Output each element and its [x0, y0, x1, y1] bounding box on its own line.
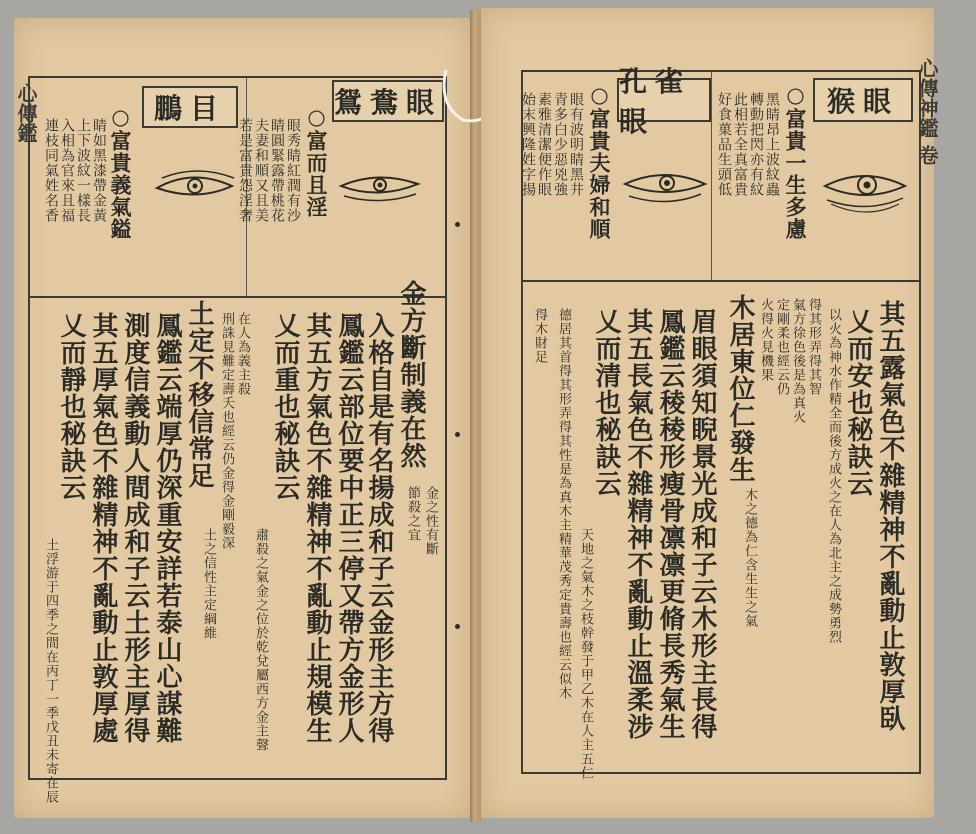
- right-body-col: 木居東位仁發生: [725, 294, 755, 483]
- left-body-col: 入格自是有名揚成和子云金形主方得: [364, 312, 394, 744]
- right-body-col: 眉眼須知睨景光成和子云木形主長得: [687, 308, 717, 740]
- left-eye1-line: 入相為官來且福: [59, 118, 75, 223]
- left-body-col: 鳳鑑云部位要中正三停又帶方金形人: [334, 312, 364, 744]
- right-body-note: 得木財足: [532, 308, 547, 364]
- right-eye2-line: 素雅清潔便作眼: [536, 92, 552, 197]
- left-eye2-header: ○富而且淫: [304, 104, 329, 218]
- left-eye2-line: 若是富貴怨淫奢: [237, 118, 253, 223]
- right-body-note: 德居其首得其形弄得其性是為真木主精華茂秀定貴壽也經云似木: [556, 308, 571, 700]
- right-eye1-line: 此相若全真富貴: [732, 92, 748, 197]
- left-eye2-line: 睛圓緊露帶桃花: [269, 118, 285, 223]
- right-body-col: 其五露氣色不雜精神不亂動止敦厚臥: [875, 300, 905, 732]
- left-eye2-line: 眼秀睛紅潤有沙: [285, 118, 301, 223]
- peacock-eye-icon: [621, 164, 711, 204]
- left-body-col: 其五方氣色不雜精神不亂動止規模生: [302, 312, 332, 744]
- right-eye2-header: ○富貴夫婦和順: [587, 82, 612, 240]
- left-body-note: 土之信性主定綱維: [201, 528, 216, 640]
- right-body-note: 木之德為仁含生生之氣: [742, 488, 757, 628]
- monkey-eye-icon: [821, 164, 911, 210]
- left-eye1-line: 睛如黑漆帶金黃: [91, 118, 107, 223]
- left-body-note: 金之性有斷: [423, 486, 438, 556]
- right-eye1-title: 猴眼: [813, 78, 913, 122]
- right-body-note: 氣方徐色後是為真火: [790, 298, 805, 424]
- left-eye2-line: 夫妻和順又且美: [253, 118, 269, 223]
- left-eye1-title: 鵬目: [142, 86, 238, 128]
- left-body-col: 乂而重也秘訣云: [270, 312, 300, 501]
- left-body-col: 乂而靜也秘訣云: [56, 312, 86, 501]
- right-eye-separator: [711, 72, 712, 280]
- right-eye2-line: 青多白少惡兇強: [552, 92, 568, 197]
- left-body-note: 土浮游于四季之間在丙丁一季戊丑未寄在辰: [43, 538, 58, 804]
- left-body-col: 其五厚氣色不雜精神不亂動止敦厚處: [88, 312, 118, 744]
- left-body-col: 測度信義動人間成和子云土形主厚得: [120, 312, 150, 744]
- left-eye1-line: 上下波紋一樣長: [75, 118, 91, 223]
- right-body-note: 定剛柔也經云仍: [774, 298, 789, 396]
- left-body-note: 刑誅見難定壽夭也經云仍金得金剛毅深: [219, 312, 234, 550]
- right-eye2-line: 眼有波明睛黑井: [568, 92, 584, 197]
- right-body-col: 乂而清也秘訣云: [591, 308, 621, 497]
- left-body-note: 肅殺之氣金之位於乾兌屬西方金主聲: [253, 528, 268, 752]
- left-divider: [28, 296, 446, 298]
- left-eye2-title: 鴛鴦眼: [332, 80, 444, 122]
- binding-hole: [455, 624, 460, 629]
- mandarin-duck-eye-icon: [336, 168, 426, 208]
- right-body-col: 乂而安也秘訣云: [843, 308, 873, 497]
- binding-hole: [455, 222, 460, 227]
- left-eye1-header: ○富貴義氣鎰: [108, 104, 133, 240]
- left-margin-label: 心傳鑑: [14, 83, 38, 143]
- left-body-note: 節殺之宜: [405, 486, 420, 542]
- left-page: [14, 18, 470, 818]
- left-eye1-line: 連枝同氣姓名香: [43, 118, 59, 223]
- book-gutter: [470, 10, 481, 822]
- left-body-col: 鳳鑑云端厚仍深重安詳若泰山心謀難: [152, 312, 182, 744]
- right-body-col: 其五長氣色不雜精神不亂動止溫柔涉: [623, 308, 653, 740]
- right-body-note: 火得火見機果: [758, 298, 773, 382]
- right-body-note: 得其形弄得其智: [806, 298, 821, 396]
- right-eye1-line: 黑睛昂上波紋蟲: [764, 92, 780, 197]
- left-body-col: 金方斷制義在然: [396, 280, 426, 469]
- binding-hole: [455, 432, 460, 437]
- right-divider: [521, 280, 921, 282]
- right-eye1-line: 轉動把閃亦有紋: [748, 92, 764, 197]
- left-body-col: 土定不移信常足: [184, 300, 214, 489]
- right-body-col: 鳳鑑云稜稜形瘦骨凛凛更脩長秀氣生: [655, 308, 685, 740]
- right-body-note: 以火為神水作精全而後方成火之在人為北主之成勢勇烈: [826, 308, 841, 644]
- right-page: [481, 8, 939, 818]
- right-eye1-header: ○富貴一生多慮: [783, 82, 808, 240]
- right-eye1-line: 好食菓品生頭低: [716, 92, 732, 197]
- right-margin-label: 心傳神鑑 卷: [915, 58, 939, 165]
- right-eye2-title: 孔雀眼: [617, 78, 711, 122]
- right-body-note: 天地之氣木之枝幹發于甲乙木在人主五仁: [578, 528, 593, 780]
- phoenix-eye-icon: [152, 168, 242, 208]
- right-eye2-line: 始末興隆姓字揚: [520, 92, 536, 197]
- left-body-note: 在人為義主殺: [235, 312, 250, 396]
